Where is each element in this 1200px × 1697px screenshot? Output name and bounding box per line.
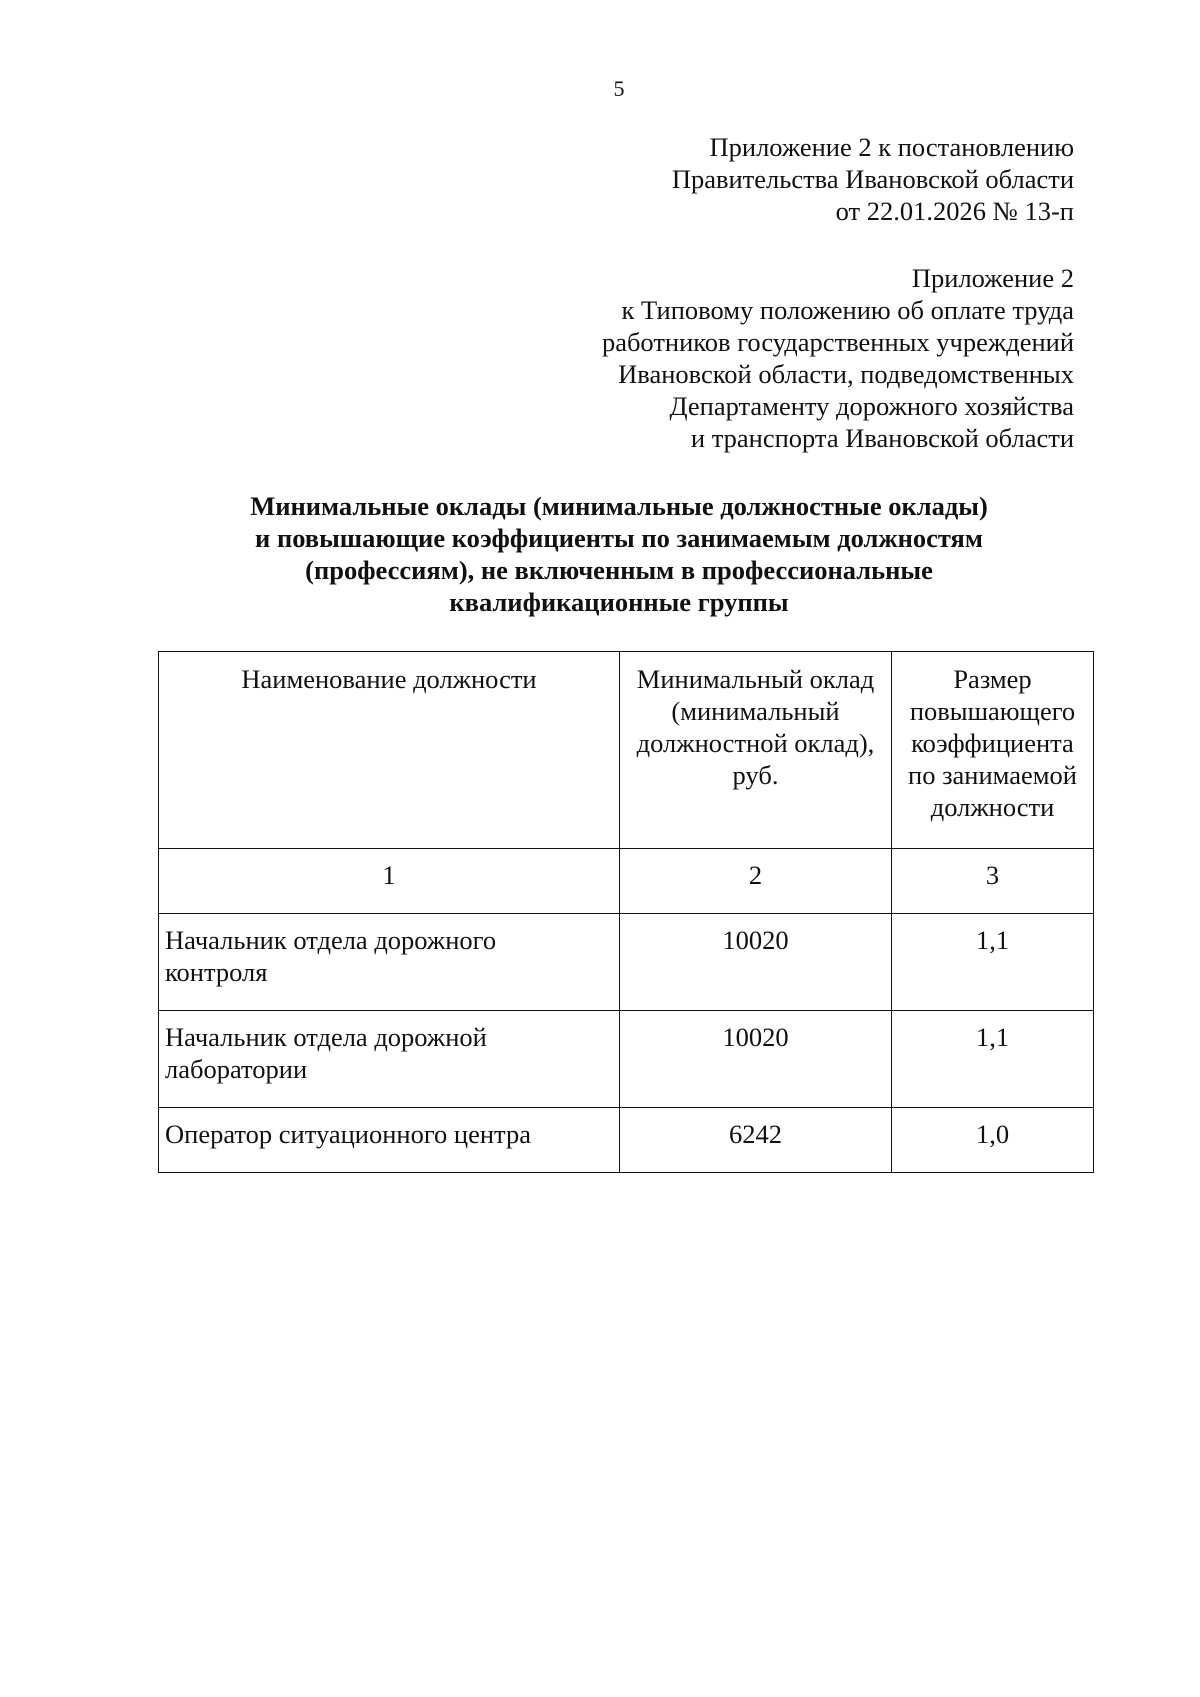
column-number: 3 xyxy=(892,849,1094,914)
document-title xyxy=(0,490,1200,618)
header-line: Минимальный оклад xyxy=(636,664,875,694)
title-line: Минимальные оклады (минимальные должностные оклады) xyxy=(250,491,988,521)
approval-appendix-note xyxy=(672,131,1074,227)
header-line: (минимальный xyxy=(671,696,840,726)
regulation-line: Департаменту дорожного хозяйства xyxy=(669,391,1074,421)
regulation-line: Приложение 2 xyxy=(911,263,1074,293)
coefficient-cell: 1,1 xyxy=(892,1011,1094,1108)
table-row xyxy=(159,914,1094,1011)
regulation-line: работников государственных учреждений xyxy=(601,327,1074,357)
coefficient-cell: 1,1 xyxy=(892,914,1094,1011)
header-line: Наименование должности xyxy=(241,664,537,694)
approval-line: Приложение 2 к постановлению xyxy=(709,132,1074,162)
salary-cell: 10020 xyxy=(620,914,892,1011)
approval-line: Правительства Ивановской области xyxy=(671,164,1074,194)
approval-line: от 22.01.2026 № 13-п xyxy=(835,196,1074,226)
header-coefficient xyxy=(892,652,1094,849)
page-number: 5 xyxy=(613,76,625,101)
salary-cell: 6242 xyxy=(620,1108,892,1173)
salary-cell: 10020 xyxy=(620,1011,892,1108)
position-cell xyxy=(159,1011,620,1108)
column-number: 1 xyxy=(159,849,620,914)
header-position-name xyxy=(159,652,620,849)
header-line: руб. xyxy=(732,760,779,790)
header-line: должностной оклад), xyxy=(636,728,875,758)
coefficient-cell: 1,0 xyxy=(892,1108,1094,1173)
position-line: контроля xyxy=(165,957,268,987)
position-cell xyxy=(159,914,620,1011)
column-number: 2 xyxy=(620,849,892,914)
regulation-line: Ивановской области, подведомственных xyxy=(618,359,1074,389)
position-line: Оператор ситуационного центра xyxy=(165,1119,531,1149)
header-line: Размер xyxy=(953,664,1032,694)
position-line: лаборатории xyxy=(165,1054,308,1084)
regulation-line: и транспорта Ивановской области xyxy=(690,423,1074,453)
regulation-line: к Типовому положению об оплате труда xyxy=(621,295,1074,325)
position-cell xyxy=(159,1108,620,1173)
header-line: повышающего xyxy=(909,696,1076,726)
salary-table xyxy=(158,651,1094,1173)
title-line: и повышающие коэффициенты по занимаемым должностям xyxy=(255,523,983,553)
table-header-row xyxy=(159,652,1094,849)
table-row xyxy=(159,1011,1094,1108)
header-minimum-salary xyxy=(620,652,892,849)
header-line: должности xyxy=(930,792,1055,822)
header-line: по занимаемой xyxy=(908,760,1077,790)
column-number-row xyxy=(159,849,1094,914)
position-line: Начальник отдела дорожной xyxy=(165,1022,487,1052)
table-row xyxy=(159,1108,1094,1173)
title-line: квалификационные группы xyxy=(449,587,789,617)
typical-regulation-appendix-note xyxy=(602,262,1074,454)
header-line: коэффициента xyxy=(911,728,1074,758)
title-line: (профессиям), не включенным в профессиональные xyxy=(305,555,933,585)
position-line: Начальник отдела дорожного xyxy=(165,925,497,955)
